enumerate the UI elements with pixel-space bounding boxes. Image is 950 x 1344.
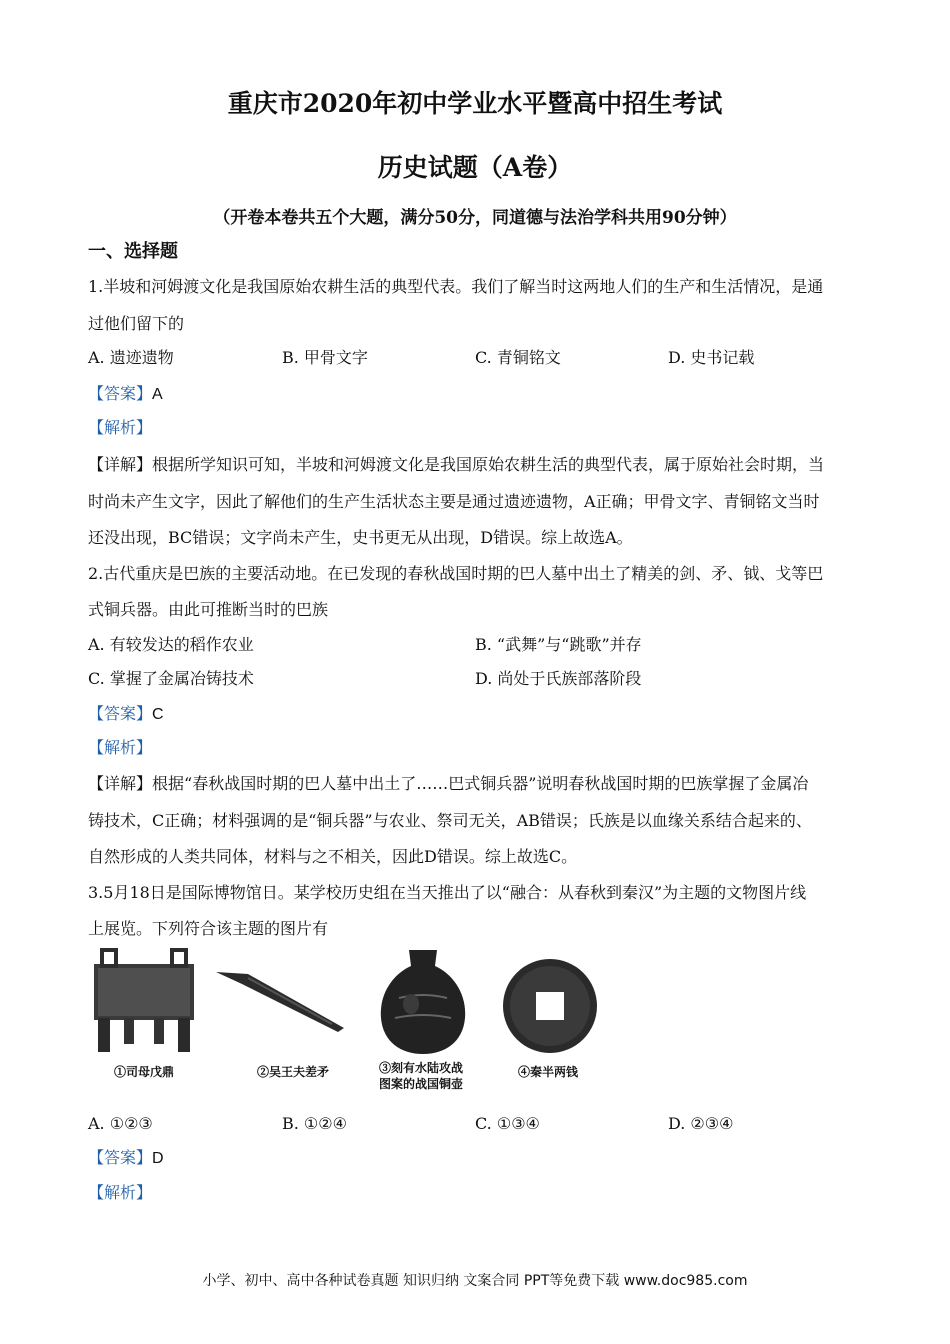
q3-stem-line2: 上展览。下列符合该主题的图片有 bbox=[88, 919, 329, 938]
q1-detail-text1: 根据所学知识可知，半坡和河姆渡文化是我国原始农耕生活的典型代表，属于原始社会时期，当 bbox=[152, 455, 825, 474]
detail-tag: 【详解】 bbox=[88, 774, 153, 793]
q1-answer bbox=[88, 383, 163, 406]
q1-option-b: B. 甲骨文字 bbox=[282, 348, 368, 367]
q3-option-d: D. ②③④ bbox=[668, 1114, 734, 1133]
spear-image bbox=[212, 966, 347, 1036]
answer-tag: 【答案】 bbox=[88, 386, 153, 403]
q1-stem-line1: 1.半坡和河姆渡文化是我国原始农耕生活的典型代表。我们了解当时这两地人们的生产和生活情况，是通 bbox=[88, 277, 824, 296]
q1-option-c: C. 青铜铭文 bbox=[475, 348, 561, 367]
q3-option-b: B. ①②④ bbox=[282, 1114, 347, 1133]
page-footer: 小学、初中、高中各种试卷真题 知识归纳 文案合同 PPT等免费下载 www.doc985.com bbox=[202, 1273, 748, 1289]
section-heading: 一、选择题 bbox=[88, 241, 178, 262]
q2-detail-line3: 自然形成的人类共同体，材料与之不相关，因此D错误。综上故选C。 bbox=[88, 847, 578, 866]
q3-answer-value: D bbox=[152, 1150, 164, 1167]
answer-tag: 【答案】 bbox=[88, 1150, 153, 1167]
caption-3b: 图案的战国铜壶 bbox=[378, 1077, 463, 1091]
coin-image bbox=[500, 956, 600, 1056]
q3-answer bbox=[88, 1147, 164, 1170]
q2-detail-line1 bbox=[88, 773, 808, 795]
q2-stem-line2: 式铜兵器。由此可推断当时的巴族 bbox=[88, 600, 329, 619]
q2-answer-value: C bbox=[152, 706, 164, 723]
q1-stem-line2: 过他们留下的 bbox=[88, 314, 185, 333]
answer-tag: 【答案】 bbox=[88, 706, 153, 723]
q1-detail-line3: 还没出现，BC错误；文字尚未产生，史书更无从出现，D错误。综上故选A。 bbox=[88, 528, 633, 547]
q1-option-a: A. 遗迹遗物 bbox=[88, 348, 174, 367]
q2-option-d: D. 尚处于氏族部落阶段 bbox=[475, 669, 642, 688]
q2-analysis-tag: 【解析】 bbox=[88, 740, 153, 757]
bronze-pot-image bbox=[375, 948, 471, 1056]
caption-3a: ③刻有水陆攻战 bbox=[378, 1061, 463, 1075]
q1-option-d: D. 史书记载 bbox=[668, 348, 755, 367]
q1-detail-line2: 时尚未产生文字，因此了解他们的生产生活状态主要是通过遗迹遗物，A正确；甲骨文字、青铜铭文当时 bbox=[88, 492, 820, 511]
q1-analysis-tag: 【解析】 bbox=[88, 420, 153, 437]
caption-4: ④秦半两钱 bbox=[517, 1065, 578, 1079]
q1-answer-value: A bbox=[152, 386, 163, 403]
q2-option-a: A. 有较发达的稻作农业 bbox=[88, 635, 254, 654]
ding-vessel-image bbox=[88, 948, 200, 1054]
q2-option-b: B. “武舞”与“跳歌”并存 bbox=[475, 635, 642, 654]
q3-option-c: C. ①③④ bbox=[475, 1114, 540, 1133]
q2-detail-text1: 根据“春秋战国时期的巴人墓中出土了……巴式铜兵器”说明春秋战国时期的巴族掌握了金属冶 bbox=[152, 774, 809, 793]
q3-option-a: A. ①②③ bbox=[88, 1114, 153, 1133]
q2-answer bbox=[88, 703, 164, 726]
caption-1: ①司母戊鼎 bbox=[113, 1065, 174, 1079]
q2-option-c: C. 掌握了金属冶铸技术 bbox=[88, 669, 254, 688]
exam-subtitle: 历史试题（A卷） bbox=[377, 153, 573, 182]
q2-detail-line2: 铸技术，C正确；材料强调的是“铜兵器”与农业、祭司无关，AB错误；氏族是以血缘关系结合起来的、 bbox=[88, 811, 812, 830]
detail-tag: 【详解】 bbox=[88, 455, 153, 474]
exam-note: （开卷本卷共五个大题，满分50分，同道德与法治学科共用90分钟） bbox=[213, 208, 737, 228]
q2-stem-line1: 2.古代重庆是巴族的主要活动地。在已发现的春秋战国时期的巴人墓中出土了精美的剑、矛、钺、戈等巴 bbox=[88, 564, 824, 583]
exam-title: 重庆市2020年初中学业水平暨高中招生考试 bbox=[227, 89, 723, 118]
q1-detail-line1 bbox=[88, 454, 824, 476]
caption-2: ②吴王夫差矛 bbox=[256, 1065, 329, 1079]
q3-stem-line1: 3.5月18日是国际博物馆日。某学校历史组在当天推出了以“融合：从春秋到秦汉”为主题的文物图片线 bbox=[88, 883, 807, 902]
q3-analysis-tag: 【解析】 bbox=[88, 1185, 153, 1202]
